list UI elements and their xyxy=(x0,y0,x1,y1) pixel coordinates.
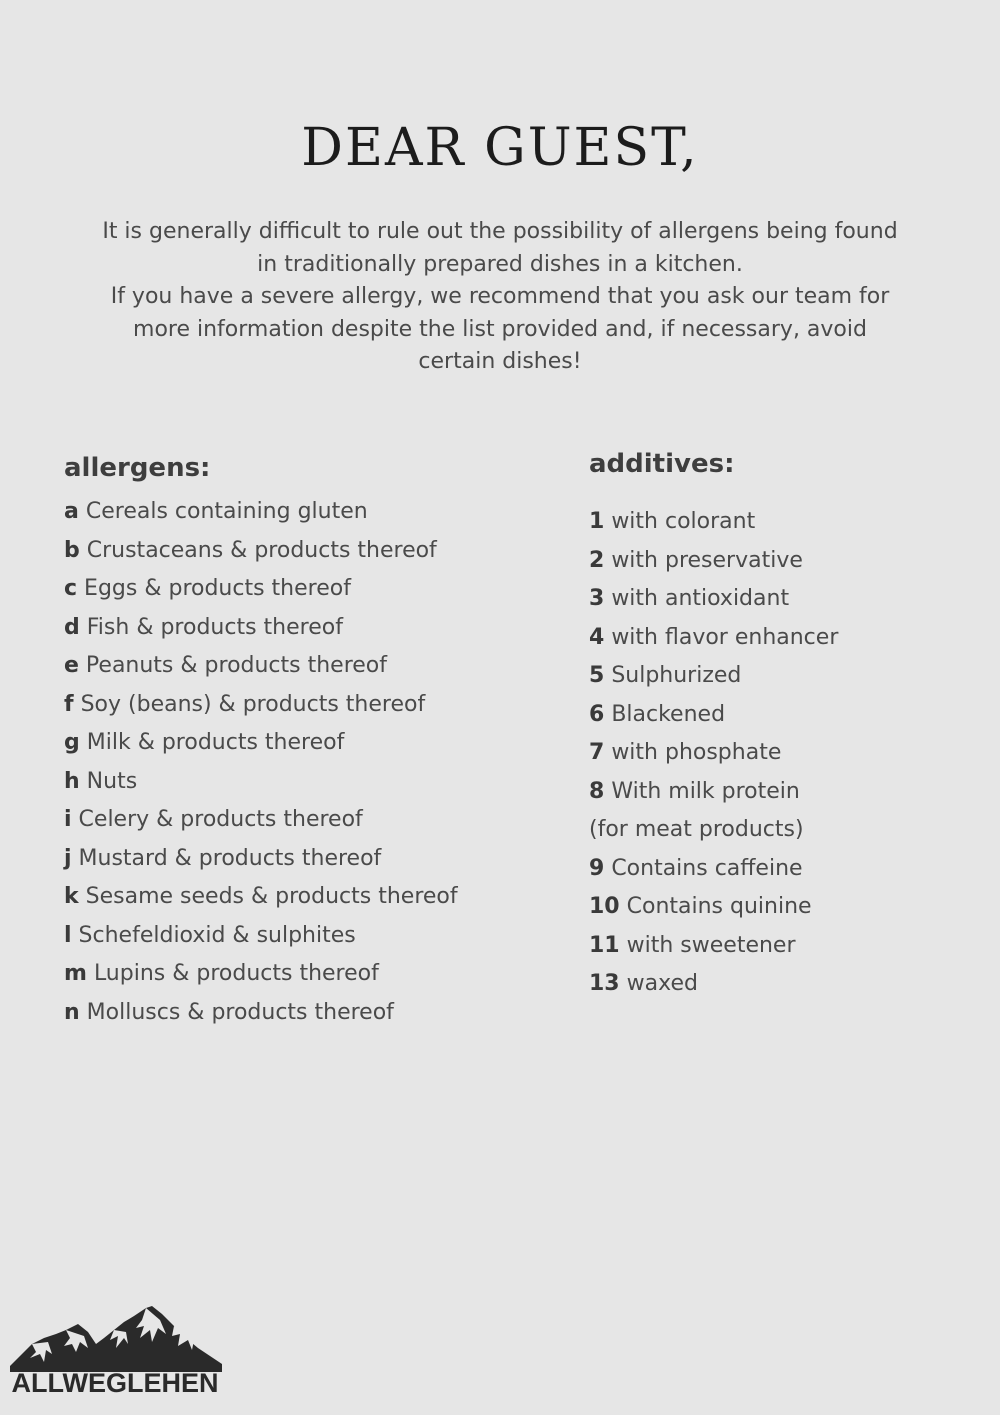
allergen-text: Molluscs & products thereof xyxy=(86,999,394,1025)
allergen-item xyxy=(64,570,544,609)
allergen-item xyxy=(64,801,544,840)
brand-name: ALLWEGLEHEN xyxy=(11,1368,219,1398)
allergen-text: Soy (beans) & products thereof xyxy=(80,691,426,717)
allergen-code: j xyxy=(64,845,72,871)
additive-text: Blackened xyxy=(611,701,726,727)
additive-text: waxed xyxy=(626,971,698,996)
additive-text: Contains quinine xyxy=(626,894,812,919)
intro-line: more information despite the list provided and, if necessary, avoid xyxy=(133,316,867,342)
additives-section xyxy=(589,449,989,1004)
allergen-text: Eggs & products thereof xyxy=(84,576,351,601)
additive-item xyxy=(589,580,989,619)
allergen-code: n xyxy=(64,999,80,1025)
allergen-code: e xyxy=(64,653,79,678)
additive-text: with phosphate xyxy=(611,740,782,765)
additive-text: with antioxidant xyxy=(611,586,790,611)
allergen-code: m xyxy=(64,961,87,986)
additive-item xyxy=(589,657,989,696)
additive-item xyxy=(589,619,989,658)
intro-line: If you have a severe allergy, we recommend that you ask our team for xyxy=(110,284,890,309)
allergen-text: Nuts xyxy=(86,768,138,794)
allergen-code: c xyxy=(64,576,78,601)
allergen-text: Mustard & products thereof xyxy=(78,845,382,871)
additive-text: Contains caffeine xyxy=(611,855,803,881)
allergens-section xyxy=(64,453,544,1032)
additive-text: with preservative xyxy=(611,547,803,573)
additive-code: 13 xyxy=(589,971,620,996)
additives-list xyxy=(589,503,989,1004)
allergen-text: Crustaceans & products thereof xyxy=(86,537,437,563)
allergen-text: Peanuts & products thereof xyxy=(85,653,388,678)
additive-code: 7 xyxy=(589,740,605,765)
additive-item xyxy=(589,927,989,966)
allergen-code: a xyxy=(64,499,79,524)
additive-code: 4 xyxy=(589,624,605,650)
additive-text: with flavor enhancer xyxy=(611,624,839,650)
mountain-icon xyxy=(10,1304,222,1372)
allergens-heading: allergens: xyxy=(64,453,211,483)
additive-item xyxy=(589,542,989,581)
additive-code: 2 xyxy=(589,547,605,573)
allergen-code: k xyxy=(64,884,79,909)
allergen-code: h xyxy=(64,768,80,794)
additive-code: 1 xyxy=(589,509,605,534)
allergen-text: Schefeldioxid & sulphites xyxy=(78,922,356,948)
allergen-code: l xyxy=(64,922,72,948)
additive-code: 6 xyxy=(589,701,605,727)
additive-item xyxy=(589,734,989,773)
allergen-text: Celery & products thereof xyxy=(78,807,363,832)
additive-item xyxy=(589,773,989,812)
allergen-item xyxy=(64,840,544,879)
allergen-item xyxy=(64,493,544,532)
additive-item xyxy=(589,888,989,927)
additive-item-continuation xyxy=(589,811,989,850)
additive-item xyxy=(589,965,989,1004)
additives-heading: additives: xyxy=(589,449,735,479)
allergen-text: Cereals containing gluten xyxy=(85,499,368,524)
allergen-code: i xyxy=(64,807,72,832)
allergen-text: Milk & products thereof xyxy=(86,730,345,755)
allergen-item xyxy=(64,917,544,956)
allergen-item xyxy=(64,647,544,686)
allergen-text: Sesame seeds & products thereof xyxy=(85,884,458,909)
allergen-code: d xyxy=(64,614,80,640)
additive-text: Sulphurized xyxy=(611,663,742,688)
additive-code: 3 xyxy=(589,586,605,611)
intro-line: It is generally difficult to rule out the possibility of allergens being found xyxy=(102,219,898,244)
additive-code: 9 xyxy=(589,855,605,881)
allergen-text: Fish & products thereof xyxy=(86,614,343,640)
additive-code: 10 xyxy=(589,894,620,919)
intro-line: certain dishes! xyxy=(418,349,582,374)
intro-line: in traditionally prepared dishes in a kitchen. xyxy=(257,251,743,277)
allergen-item xyxy=(64,532,544,571)
additive-text: (for meat products) xyxy=(589,817,804,842)
page-title: DEAR GUEST, xyxy=(301,118,699,178)
additive-code: 8 xyxy=(589,778,605,804)
allergen-item xyxy=(64,686,544,725)
additive-text: with sweetener xyxy=(626,932,796,958)
additive-text: With milk protein xyxy=(611,778,800,804)
allergen-text: Lupins & products thereof xyxy=(93,961,379,986)
allergen-item xyxy=(64,724,544,763)
allergens-list xyxy=(64,493,544,1032)
allergen-item xyxy=(64,878,544,917)
allergen-item xyxy=(64,994,544,1033)
allergen-code: b xyxy=(64,537,80,563)
additive-text: with colorant xyxy=(611,509,756,534)
allergen-item xyxy=(64,955,544,994)
additive-item xyxy=(589,696,989,735)
additive-code: 5 xyxy=(589,663,605,688)
additive-item xyxy=(589,850,989,889)
allergen-item xyxy=(64,609,544,648)
allergen-code: g xyxy=(64,730,80,755)
additive-item xyxy=(589,503,989,542)
intro-paragraph xyxy=(70,216,930,379)
allergen-item xyxy=(64,763,544,802)
additive-code: 11 xyxy=(589,932,620,958)
brand-logo xyxy=(4,1300,226,1404)
allergen-code: f xyxy=(64,691,74,717)
